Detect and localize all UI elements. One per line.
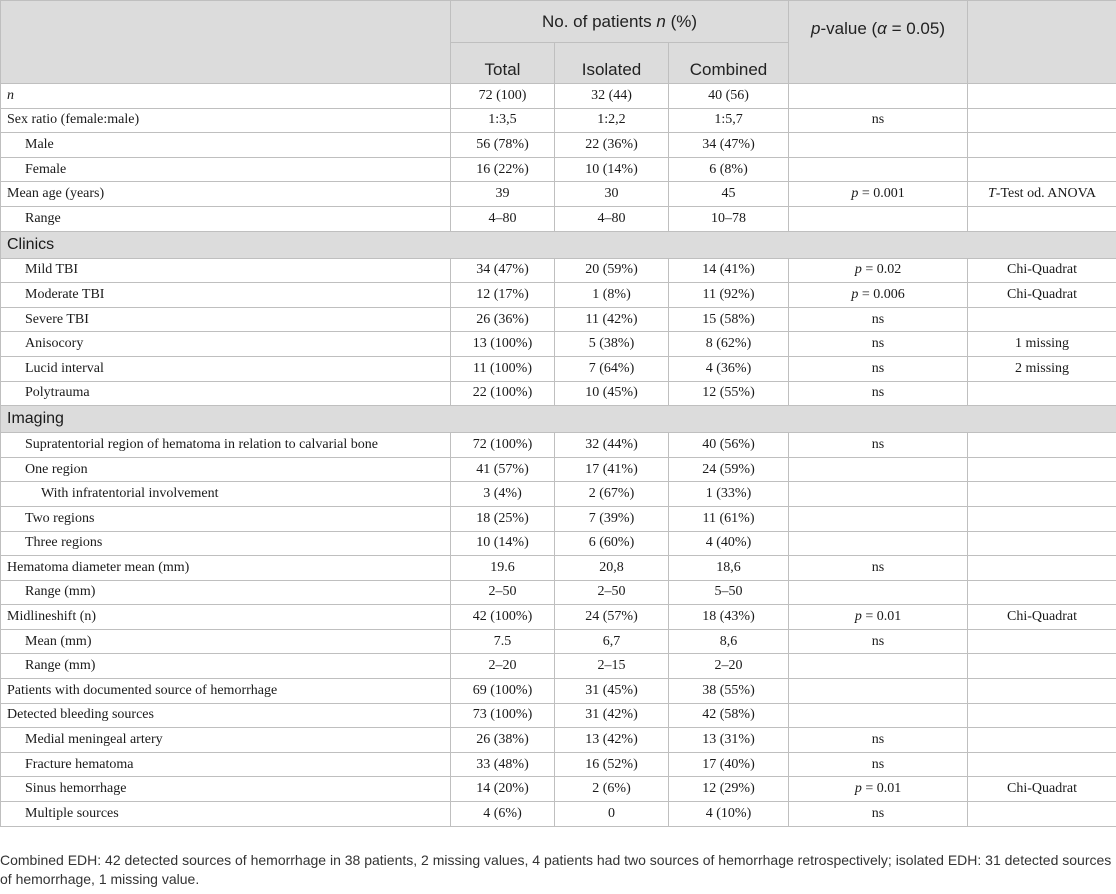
cell-note	[968, 133, 1116, 158]
cell-combined: 4 (36%)	[669, 356, 789, 381]
cell-combined: 40 (56)	[669, 84, 789, 109]
cell-combined: 12 (29%)	[669, 777, 789, 802]
cell-total: 34 (47%)	[451, 258, 555, 283]
row-label: Supratentorial region of hematoma in relation to calvarial bone	[1, 433, 451, 458]
cell-note: 2 missing	[968, 356, 1116, 381]
row-label: Patients with documented source of hemorrhage	[1, 679, 451, 704]
row-label: Mean age (years)	[1, 182, 451, 207]
cell-isolated: 30	[555, 182, 669, 207]
cell-total: 16 (22%)	[451, 157, 555, 182]
cell-note	[968, 457, 1116, 482]
cell-total: 18 (25%)	[451, 506, 555, 531]
cell-total: 2–20	[451, 654, 555, 679]
cell-pvalue: p = 0.006	[789, 283, 968, 308]
header-label-cell	[1, 1, 451, 84]
table-body	[1, 84, 1116, 827]
cell-isolated: 22 (36%)	[555, 133, 669, 158]
row-label: Range	[1, 206, 451, 231]
cell-pvalue	[789, 84, 968, 109]
cell-isolated: 1 (8%)	[555, 283, 669, 308]
cell-note	[968, 703, 1116, 728]
cell-isolated: 2–15	[555, 654, 669, 679]
cell-note	[968, 482, 1116, 507]
cell-isolated: 2 (67%)	[555, 482, 669, 507]
table-row	[1, 182, 1116, 207]
table-row	[1, 482, 1116, 507]
cell-note	[968, 728, 1116, 753]
cell-isolated: 31 (42%)	[555, 703, 669, 728]
row-label: Two regions	[1, 506, 451, 531]
table-row	[1, 605, 1116, 630]
table-row	[1, 258, 1116, 283]
row-label: Range (mm)	[1, 654, 451, 679]
header-isolated: Isolated	[555, 43, 669, 84]
header-pvalue: p-value (α = 0.05)	[789, 1, 968, 84]
cell-isolated: 10 (14%)	[555, 157, 669, 182]
table-row	[1, 84, 1116, 109]
cell-note	[968, 629, 1116, 654]
cell-pvalue	[789, 703, 968, 728]
cell-total: 56 (78%)	[451, 133, 555, 158]
cell-combined: 4 (40%)	[669, 531, 789, 556]
row-label: One region	[1, 457, 451, 482]
cell-isolated: 20,8	[555, 556, 669, 581]
cell-note: Chi-Quadrat	[968, 777, 1116, 802]
cell-pvalue: p = 0.02	[789, 258, 968, 283]
cell-total: 14 (20%)	[451, 777, 555, 802]
cell-isolated: 32 (44)	[555, 84, 669, 109]
cell-combined: 10–78	[669, 206, 789, 231]
row-label: With infratentorial involvement	[1, 482, 451, 507]
cell-combined: 24 (59%)	[669, 457, 789, 482]
cell-pvalue	[789, 457, 968, 482]
row-label: Range (mm)	[1, 580, 451, 605]
cell-combined: 1:5,7	[669, 108, 789, 133]
cell-combined: 38 (55%)	[669, 679, 789, 704]
cell-note	[968, 752, 1116, 777]
cell-isolated: 32 (44%)	[555, 433, 669, 458]
cell-pvalue	[789, 679, 968, 704]
cell-note: T-Test od. ANOVA	[968, 182, 1116, 207]
cell-pvalue	[789, 157, 968, 182]
cell-isolated: 2–50	[555, 580, 669, 605]
table-row	[1, 332, 1116, 357]
cell-pvalue: ns	[789, 381, 968, 406]
section-label: Clinics	[1, 231, 1116, 258]
cell-isolated: 6 (60%)	[555, 531, 669, 556]
cell-total: 3 (4%)	[451, 482, 555, 507]
cell-total: 26 (38%)	[451, 728, 555, 753]
cell-pvalue: p = 0.01	[789, 777, 968, 802]
cell-note	[968, 580, 1116, 605]
table-row	[1, 506, 1116, 531]
cell-total: 4–80	[451, 206, 555, 231]
cell-total: 7.5	[451, 629, 555, 654]
cell-combined: 12 (55%)	[669, 381, 789, 406]
row-label: Anisocory	[1, 332, 451, 357]
table-row	[1, 356, 1116, 381]
row-label: Three regions	[1, 531, 451, 556]
table-row	[1, 802, 1116, 827]
cell-pvalue: ns	[789, 356, 968, 381]
cell-total: 33 (48%)	[451, 752, 555, 777]
cell-pvalue: ns	[789, 629, 968, 654]
cell-isolated: 1:2,2	[555, 108, 669, 133]
row-label: n	[1, 84, 451, 109]
row-label: Midlineshift (n)	[1, 605, 451, 630]
cell-total: 4 (6%)	[451, 802, 555, 827]
cell-isolated: 31 (45%)	[555, 679, 669, 704]
cell-isolated: 5 (38%)	[555, 332, 669, 357]
cell-isolated: 10 (45%)	[555, 381, 669, 406]
row-label: Detected bleeding sources	[1, 703, 451, 728]
cell-pvalue: ns	[789, 556, 968, 581]
cell-pvalue	[789, 654, 968, 679]
table-row	[1, 283, 1116, 308]
cell-isolated: 13 (42%)	[555, 728, 669, 753]
row-label: Polytrauma	[1, 381, 451, 406]
cell-note	[968, 381, 1116, 406]
cell-note	[968, 802, 1116, 827]
cell-total: 22 (100%)	[451, 381, 555, 406]
header-total: Total	[451, 43, 555, 84]
cell-combined: 2–20	[669, 654, 789, 679]
cell-isolated: 11 (42%)	[555, 307, 669, 332]
cell-pvalue: p = 0.01	[789, 605, 968, 630]
row-label: Fracture hematoma	[1, 752, 451, 777]
cell-combined: 45	[669, 182, 789, 207]
cell-combined: 15 (58%)	[669, 307, 789, 332]
table-footnote: Combined EDH: 42 detected sources of hemorrhage in 38 patients, 2 missing values, 4 patients had two sources of hemorrhage retrospectively; isolated EDH: 31 detected sources of hemorrhage, 1 missing value.	[0, 852, 1112, 887]
cell-note	[968, 307, 1116, 332]
cell-isolated: 6,7	[555, 629, 669, 654]
section-label: Imaging	[1, 406, 1116, 433]
cell-combined: 17 (40%)	[669, 752, 789, 777]
table-row	[1, 556, 1116, 581]
cell-note	[968, 556, 1116, 581]
cell-isolated: 7 (64%)	[555, 356, 669, 381]
cell-total: 2–50	[451, 580, 555, 605]
cell-pvalue	[789, 133, 968, 158]
row-label: Lucid interval	[1, 356, 451, 381]
cell-total: 11 (100%)	[451, 356, 555, 381]
cell-note	[968, 506, 1116, 531]
cell-total: 73 (100%)	[451, 703, 555, 728]
row-label: Sex ratio (female:male)	[1, 108, 451, 133]
cell-pvalue: ns	[789, 802, 968, 827]
cell-isolated: 20 (59%)	[555, 258, 669, 283]
cell-combined: 5–50	[669, 580, 789, 605]
header-note-cell	[968, 1, 1116, 84]
cell-total: 72 (100%)	[451, 433, 555, 458]
row-label: Mild TBI	[1, 258, 451, 283]
table-row	[1, 457, 1116, 482]
cell-note	[968, 84, 1116, 109]
table-row	[1, 654, 1116, 679]
cell-combined: 4 (10%)	[669, 802, 789, 827]
cell-note	[968, 157, 1116, 182]
row-label: Hematoma diameter mean (mm)	[1, 556, 451, 581]
row-label: Female	[1, 157, 451, 182]
cell-note: Chi-Quadrat	[968, 283, 1116, 308]
cell-note	[968, 679, 1116, 704]
cell-total: 13 (100%)	[451, 332, 555, 357]
row-label: Mean (mm)	[1, 629, 451, 654]
cell-isolated: 16 (52%)	[555, 752, 669, 777]
cell-pvalue	[789, 482, 968, 507]
table-row	[1, 157, 1116, 182]
table-row	[1, 679, 1116, 704]
section-row	[1, 231, 1116, 258]
cell-isolated: 0	[555, 802, 669, 827]
table-row	[1, 531, 1116, 556]
cell-pvalue: p = 0.001	[789, 182, 968, 207]
row-label: Severe TBI	[1, 307, 451, 332]
cell-note	[968, 206, 1116, 231]
cell-total: 41 (57%)	[451, 457, 555, 482]
table-row	[1, 703, 1116, 728]
cell-note	[968, 108, 1116, 133]
cell-total: 1:3,5	[451, 108, 555, 133]
cell-combined: 40 (56%)	[669, 433, 789, 458]
table-row	[1, 206, 1116, 231]
table-row	[1, 777, 1116, 802]
cell-pvalue	[789, 206, 968, 231]
cell-total: 72 (100)	[451, 84, 555, 109]
table-row	[1, 133, 1116, 158]
cell-combined: 42 (58%)	[669, 703, 789, 728]
row-label: Sinus hemorrhage	[1, 777, 451, 802]
cell-pvalue: ns	[789, 108, 968, 133]
cell-total: 39	[451, 182, 555, 207]
cell-note	[968, 531, 1116, 556]
cell-total: 42 (100%)	[451, 605, 555, 630]
row-label: Male	[1, 133, 451, 158]
cell-note: Chi-Quadrat	[968, 258, 1116, 283]
cell-total: 10 (14%)	[451, 531, 555, 556]
header-group-patients: No. of patients n (%)	[451, 1, 789, 43]
cell-pvalue: ns	[789, 433, 968, 458]
cell-note	[968, 433, 1116, 458]
header-combined: Combined	[669, 43, 789, 84]
cell-combined: 14 (41%)	[669, 258, 789, 283]
cell-total: 12 (17%)	[451, 283, 555, 308]
table-row	[1, 629, 1116, 654]
cell-combined: 18 (43%)	[669, 605, 789, 630]
header-row-1	[1, 1, 1116, 43]
cell-note: 1 missing	[968, 332, 1116, 357]
cell-pvalue: ns	[789, 307, 968, 332]
cell-isolated: 4–80	[555, 206, 669, 231]
table-row	[1, 728, 1116, 753]
cell-note	[968, 654, 1116, 679]
cell-combined: 8,6	[669, 629, 789, 654]
cell-pvalue: ns	[789, 752, 968, 777]
table-row	[1, 108, 1116, 133]
cell-pvalue: ns	[789, 728, 968, 753]
cell-isolated: 2 (6%)	[555, 777, 669, 802]
cell-combined: 13 (31%)	[669, 728, 789, 753]
cell-isolated: 24 (57%)	[555, 605, 669, 630]
cell-pvalue	[789, 580, 968, 605]
cell-isolated: 7 (39%)	[555, 506, 669, 531]
section-row	[1, 406, 1116, 433]
cell-pvalue	[789, 506, 968, 531]
cell-combined: 34 (47%)	[669, 133, 789, 158]
row-label: Medial meningeal artery	[1, 728, 451, 753]
cell-combined: 1 (33%)	[669, 482, 789, 507]
cell-combined: 18,6	[669, 556, 789, 581]
cell-isolated: 17 (41%)	[555, 457, 669, 482]
table-row	[1, 381, 1116, 406]
cell-combined: 11 (61%)	[669, 506, 789, 531]
cell-combined: 8 (62%)	[669, 332, 789, 357]
table-row	[1, 580, 1116, 605]
cell-pvalue	[789, 531, 968, 556]
row-label: Multiple sources	[1, 802, 451, 827]
cell-combined: 6 (8%)	[669, 157, 789, 182]
table-row	[1, 752, 1116, 777]
cell-total: 26 (36%)	[451, 307, 555, 332]
cell-combined: 11 (92%)	[669, 283, 789, 308]
cell-total: 69 (100%)	[451, 679, 555, 704]
table-row	[1, 307, 1116, 332]
cell-note: Chi-Quadrat	[968, 605, 1116, 630]
row-label: Moderate TBI	[1, 283, 451, 308]
cell-pvalue: ns	[789, 332, 968, 357]
table-row	[1, 433, 1116, 458]
cell-total: 19.6	[451, 556, 555, 581]
